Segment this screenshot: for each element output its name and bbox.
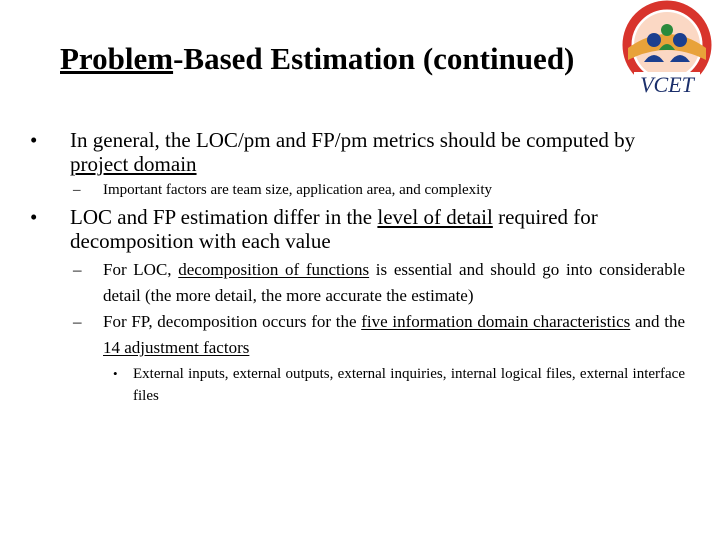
bullet-2b1-text: External inputs, external outputs, external inquiries, internal logical files, external interface files [133,366,685,404]
dash-marker: – [73,260,82,279]
logo-figure-head-2 [673,33,687,47]
bullet-1-text-a: In general, the LOC/pm and FP/pm metrics should be computed by [70,128,636,152]
bullet-1a [73,181,693,200]
bullet-marker: • [30,205,38,229]
bullet-1 [30,128,690,176]
bullet-2a-underlined: decomposition of functions [178,260,370,279]
title-rest: -Based Estimation (continued) [173,41,575,76]
title-underlined-word: Problem [60,41,174,76]
dash-marker: – [73,312,82,331]
dash-marker: – [73,182,81,198]
bullet-1-underlined: project domain [70,152,197,176]
college-logo-graphic [614,0,720,100]
logo-figure-head-3 [661,24,673,36]
bullet-2a-text-a: For LOC, [103,260,179,279]
logo-text: VCET [640,72,694,97]
college-logo [614,0,720,100]
bullet-2a [73,257,685,309]
bullet-2-text-a: LOC and FP estimation differ in the [70,205,378,229]
bullet-2b-text-b: and the [630,312,685,331]
bullet-2-text-b: required for decomposition with each value [70,205,598,253]
logo-figure-head-1 [647,33,661,47]
bullet-marker: • [113,366,118,381]
bullet-2b-underlined-1: five information domain characteristics [361,312,631,331]
bullet-2-text [30,205,690,253]
bullet-1-text [30,128,690,176]
slide-title [60,40,660,78]
bullet-2-underlined: level of detail [377,205,493,229]
bullet-2b-text-a: For FP, decomposition occurs for the [103,312,362,331]
bullet-1a-text: Important factors are team size, application area, and complexity [103,182,492,198]
bullet-2b-text [73,309,685,361]
bullet-2 [30,205,690,253]
bullet-2a-text-b: is essential and should go into considerable detail (the more detail, the more accurate the estimate) [103,260,685,305]
bullet-marker: • [30,128,38,152]
bullet-2a-text [73,257,685,309]
bullet-2b-underlined-2: 14 adjustment factors [103,338,250,357]
bullet-2b1 [113,363,685,407]
bullet-2b [73,309,685,361]
